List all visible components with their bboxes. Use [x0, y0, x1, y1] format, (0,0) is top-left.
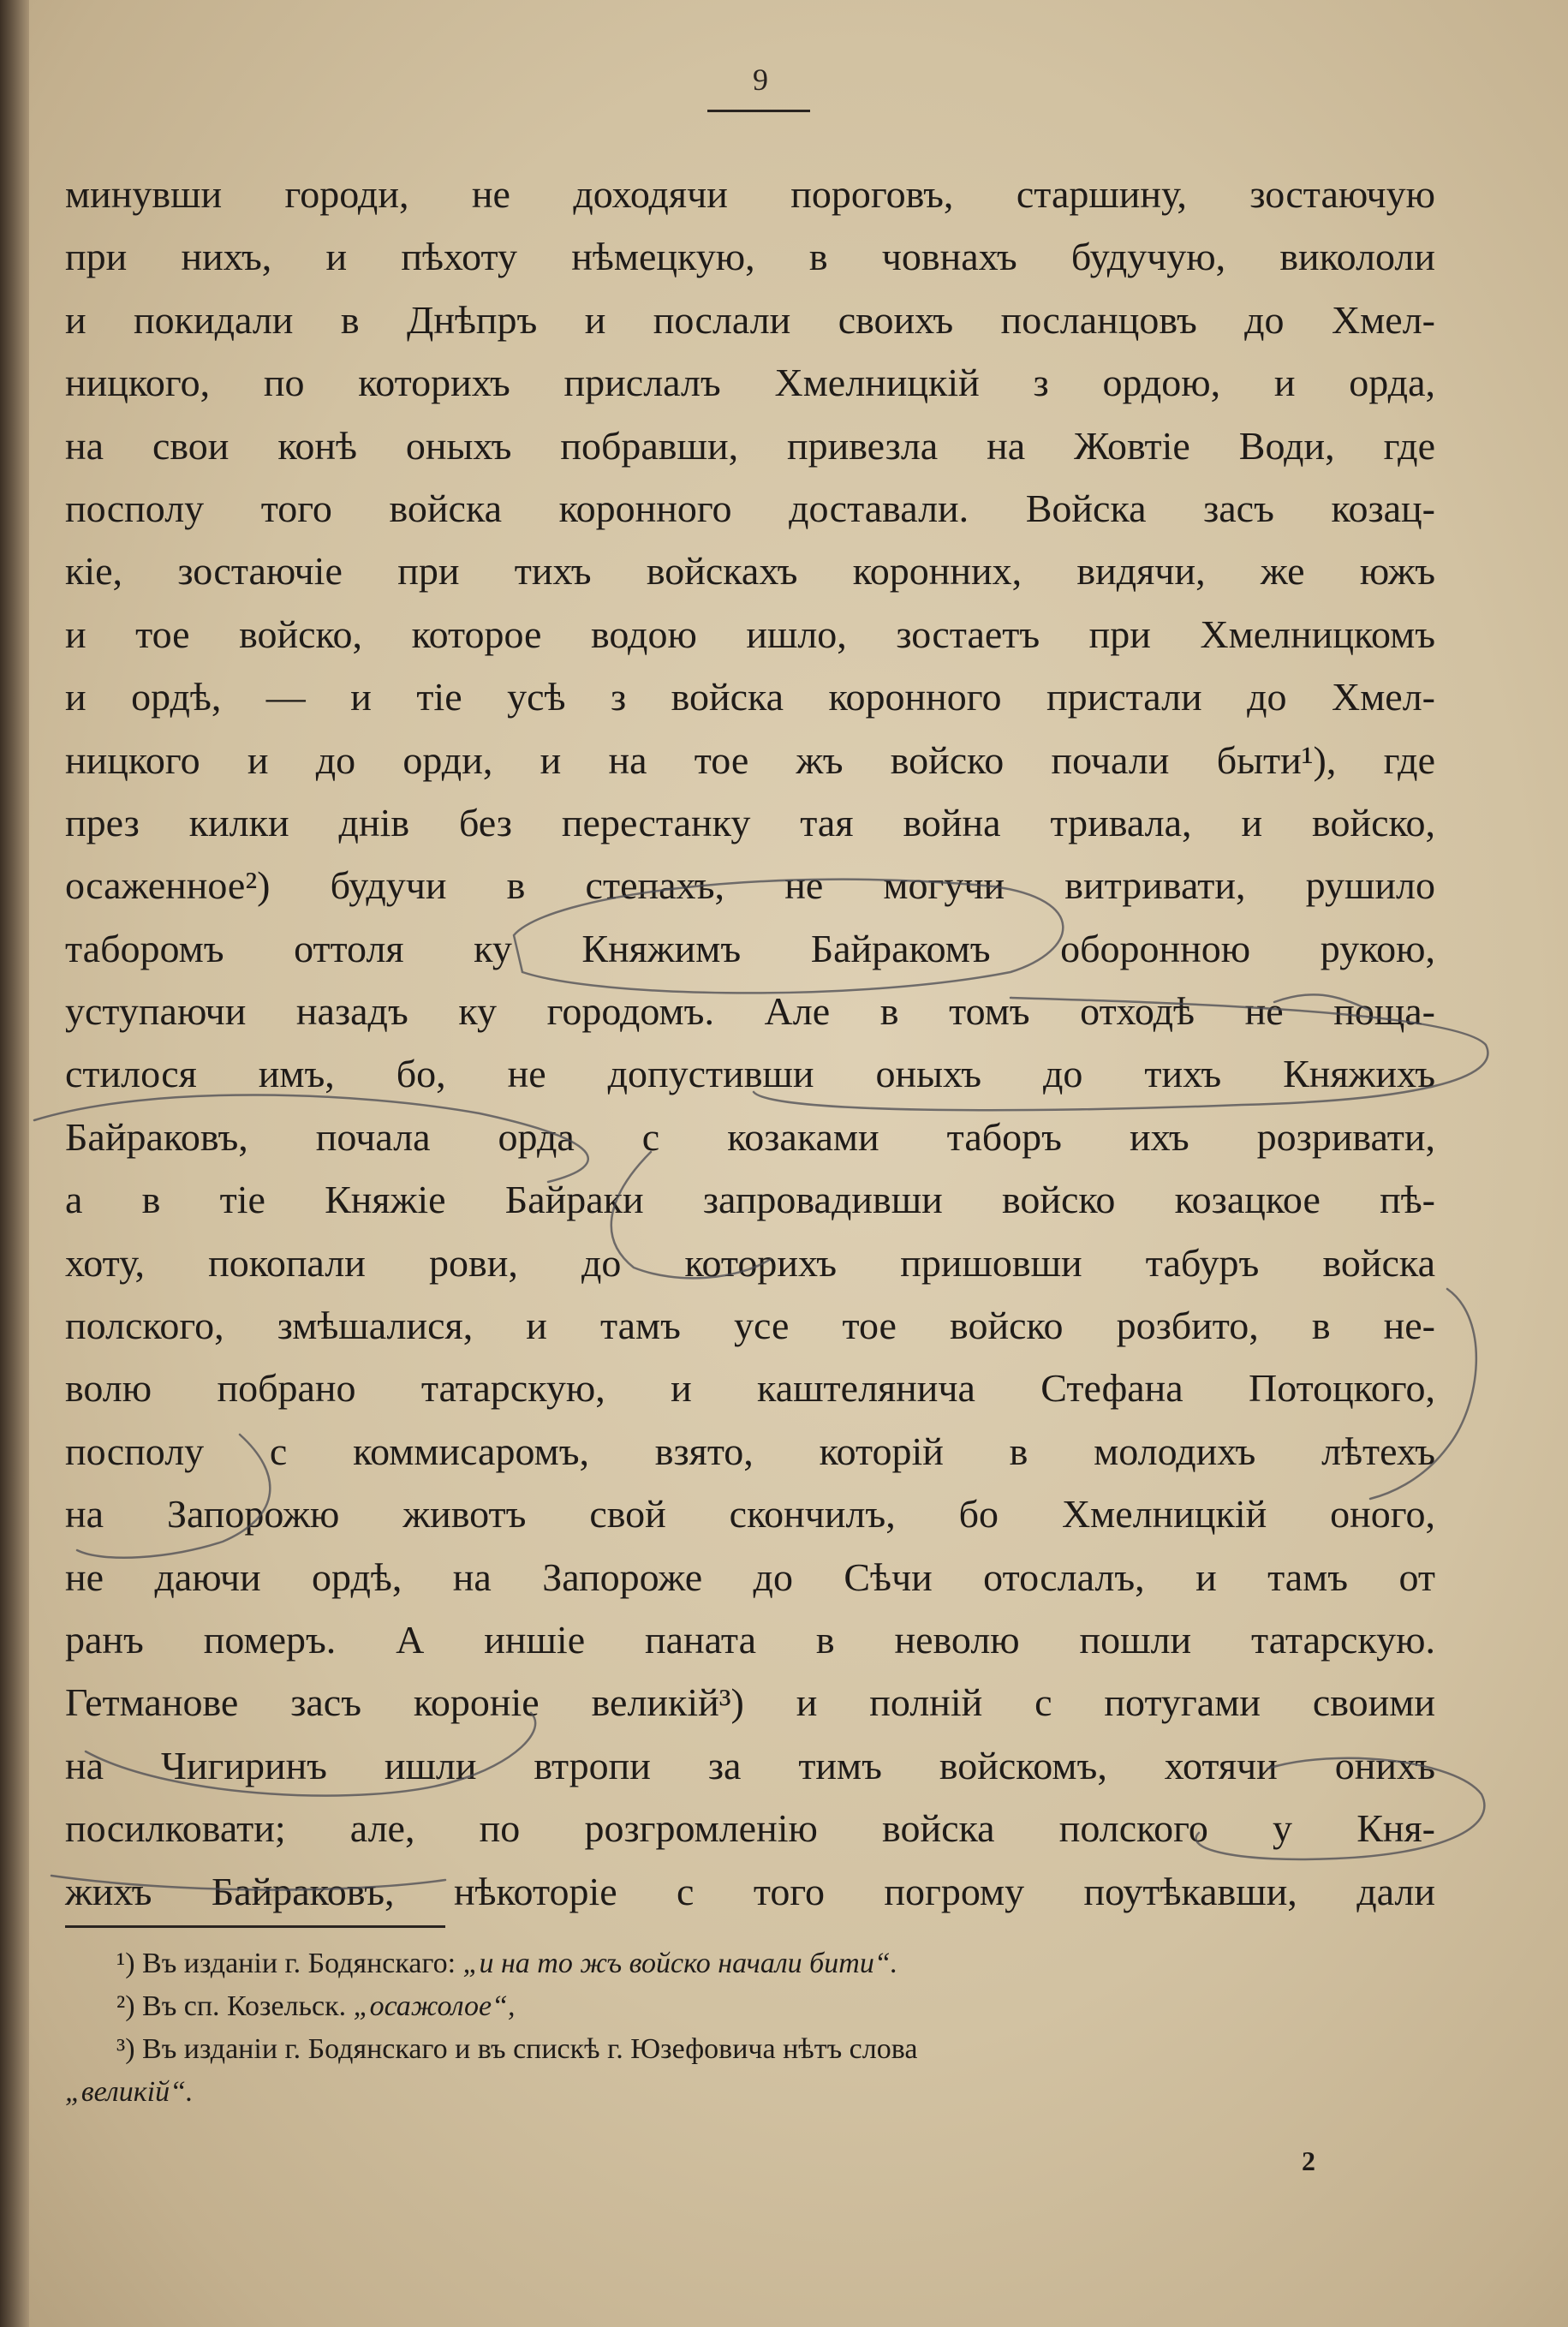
- footnote-quote: „и на то жъ войско начали бити“.: [462, 1948, 898, 1979]
- text-line: посполу того войска коронного доставали. Войска засъ козац-: [65, 486, 1435, 530]
- footnote-text: Въ изданіи г. Бодянскаго:: [142, 1948, 463, 1979]
- text-line: Гетманове засъ короніе великій³) и полній с потугами своими: [65, 1680, 1435, 1725]
- text-line: минувши городи, не доходячи пороговъ, старшину, зостаючую: [65, 172, 1435, 216]
- text-line: а в тіе Княжіе Байраки запровадивши войско козацкое пѣ-: [65, 1178, 1435, 1222]
- text-line: ранъ померъ. А иншіе паната в неволю пошли татарскую.: [65, 1617, 1435, 1662]
- text-line: осаженное²) будучи в степахъ, не могучи витривати, рушило: [65, 863, 1435, 908]
- text-line: стилося имъ, бо, не допустивши оныхъ до тихъ Княжихъ: [65, 1052, 1435, 1096]
- footnote-quote: „великій“.: [65, 2076, 194, 2108]
- footnote-3: [65, 2028, 1435, 2071]
- text-line: ницкого и до орди, и на тое жъ войско почали быти¹), где: [65, 737, 1435, 782]
- text-line: уступаючи назадъ ку городомъ. Але в томъ отходѣ не поща-: [65, 989, 1435, 1034]
- page-number-rule: [707, 110, 810, 112]
- text-line: и покидали в Днѣпръ и послали своихъ посланцовъ до Хмел-: [65, 297, 1435, 342]
- book-spine-shadow: [0, 0, 29, 2327]
- footnote-text: Въ изданіи г. Бодянскаго и въ спискѣ г. Юзефовича нѣтъ слова: [142, 2033, 918, 2065]
- text-line: и тое войско, которое водою ишло, зостаетъ при Хмелницкомъ: [65, 612, 1435, 656]
- footnote-mark: ³): [116, 2033, 135, 2065]
- page-number: 9: [753, 63, 768, 97]
- text-line: хоту, покопали рови, до которихъ пришовши табуръ войска: [65, 1240, 1435, 1285]
- text-line: таборомъ оттоля ку Княжимъ Байракомъ оборонною рукою,: [65, 926, 1435, 970]
- footnotes: [65, 1942, 1435, 2114]
- text-line: ницкого, по которихъ прислалъ Хмелницкій з ордою, и орда,: [65, 361, 1435, 405]
- text-line: кіе, зостаючіе при тихъ войскахъ коронних, видячи, же южъ: [65, 549, 1435, 594]
- text-line: на свои конѣ оныхъ побравши, привезла на Жовтіе Води, где: [65, 423, 1435, 468]
- text-line: волю побрано татарскую, и каштелянича Стефана Потоцкого,: [65, 1366, 1435, 1411]
- footnote-quote: „осажолое“,: [353, 1990, 516, 2022]
- text-line: посилковати; але, по розгромленію войска полского у Кня-: [65, 1806, 1435, 1851]
- text-line: и ордѣ, — и тіе усѣ з войска коронного пристали до Хмел-: [65, 675, 1435, 719]
- text-line: Байраковъ, почала орда с козаками таборъ ихъ розривати,: [65, 1114, 1435, 1159]
- footnote-1: [65, 1942, 1435, 1985]
- footnote-2: [65, 1985, 1435, 2028]
- text-line: жихъ Байраковъ, нѣкоторіе с того погрому поутѣкавши, дали: [65, 1869, 1435, 1913]
- text-line: при нихъ, и пѣхоту нѣмецкую, в човнахъ будучую, викололи: [65, 235, 1435, 279]
- text-line: посполу с коммисаромъ, взято, которій в молодихъ лѣтехъ: [65, 1429, 1435, 1473]
- footnote-mark: ²): [116, 1990, 135, 2022]
- footnote-mark: ¹): [116, 1948, 135, 1979]
- text-line: полского, змѣшалися, и тамъ усе тое войско розбито, в не-: [65, 1304, 1435, 1348]
- footnote-text: Въ сп. Козельск.: [142, 1990, 354, 2022]
- text-line: през килки днів без перестанку тая война тривала, и войско,: [65, 800, 1435, 844]
- text-line: не даючи ордѣ, на Запороже до Сѣчи отослалъ, и тамъ от: [65, 1554, 1435, 1599]
- printer-signature-mark: 2: [1302, 2145, 1315, 2176]
- body-text: [65, 163, 1435, 1923]
- footnote-3-continued: [65, 2071, 1435, 2114]
- text-line: на Запорожю животъ свой скончилъ, бо Хмелницкій оного,: [65, 1492, 1435, 1536]
- text-line: на Чигиринъ ишли втропи за тимъ войскомъ, хотячи онихъ: [65, 1743, 1435, 1787]
- footnote-rule: [65, 1925, 445, 1928]
